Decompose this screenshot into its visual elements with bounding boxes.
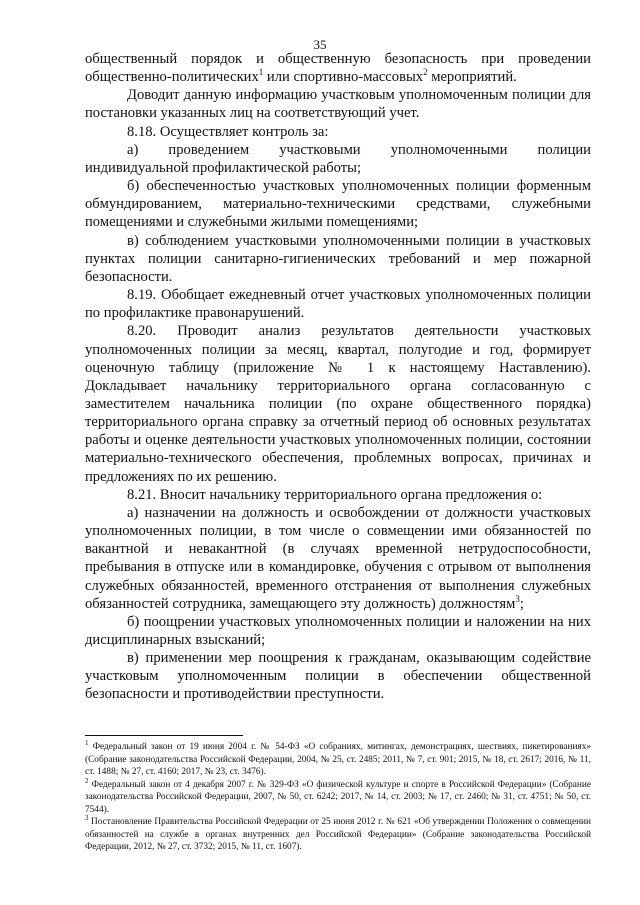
footnote-separator	[85, 735, 243, 736]
text-run: а) назначении на должность и освобождении от должности участковых уполномоченных полиции, в том числе о совмещении ими обязанностей по вакантной и невакантной (в случаях временной нетрудоспособности, пребывания в отпуске или в командировке, обучения с отрывом от выполнения служебных обязанностей, временного отстранения от выполнения служебных обязанностей сотрудника, замещающего эту должность) должностям	[85, 504, 591, 612]
text-run: 8.21. Вносит начальнику территориального органа предложения о:	[127, 486, 543, 503]
footnote-reference: 1	[258, 67, 264, 78]
paragraph	[85, 123, 591, 141]
paragraph	[85, 50, 591, 86]
document-body	[85, 50, 591, 704]
text-run: Доводит данную информацию участковым уполномоченным полиции для постановки указанных лиц на соответствующий учет.	[85, 87, 591, 122]
paragraph	[85, 504, 591, 613]
paragraph	[85, 286, 591, 322]
paragraph	[85, 486, 591, 504]
text-run: а) проведением участковыми уполномоченными полиции индивидуальной профилактической работы;	[85, 141, 591, 176]
footnote-reference: 3	[515, 593, 520, 604]
text-run: в) применении мер поощрения к гражданам, оказывающим содействие участковым уполномоченным полиции в обеспечении общественной безопасности и противодействии преступности.	[85, 650, 591, 703]
footnotes-section	[85, 735, 591, 854]
footnote	[85, 813, 591, 854]
paragraph	[85, 613, 591, 649]
paragraph	[85, 141, 591, 177]
text-run: Федеральный закон от 19 июня 2004 г. № 54-ФЗ «О собраниях, митингах, демонстрациях, шествиях, пикетированиях» (Собрание законодательства Российской Федерации, 2004, № 25, ст. 2485; 2011, № 7, ст. 901; 2015, № 18, ст. 2617; 2016, № 11, ст. 1488; № 27, ст. 4160; 2017, № 23, ст. 3476).	[85, 742, 591, 777]
footnote-reference: 2	[85, 776, 89, 785]
paragraph	[85, 322, 591, 485]
text-run: мероприятий.	[427, 69, 517, 86]
text-run: 8.20. Проводит анализ результатов деятельности участковых уполномоченных полиции за месяц, квартал, полугодие и год, формирует оценочную таблицу (приложение № 1 к настоящему Наставлению). Докладывает начальнику территориального органа согласованную с заместителем начальника полиции (по охране общественного порядка) территориального органа справку за отчетный период об основных результатах работы и оценке деятельности участковых уполномоченных полиции, состоянии материально-технического обеспечения, проблемных вопросах, причинах и предложениях по их решению.	[85, 323, 591, 485]
text-run: или спортивно-массовых	[263, 69, 424, 86]
text-run: 8.18. Осуществляет контроль за:	[127, 123, 329, 140]
text-run: Постановление Правительства Российской Федерации от 25 июня 2012 г. № 621 «Об утверждении Положения о совмещении обязанностей на службе в органах внутренних дел Российской Федерации» (Собрание законодательства Российской Федерации, 2012, № 27, ст. 3732; 2015, № 11, ст. 1607).	[85, 817, 591, 852]
footnote-reference: 1	[85, 738, 89, 747]
footnote	[85, 776, 591, 817]
text-run: в) соблюдением участковыми уполномоченными полиции в участковых пунктах полиции санитарно-гигиенических требований и мер пожарной безопасности.	[85, 232, 591, 285]
text-run: Федеральный закон от 4 декабря 2007 г. № 329-ФЗ «О физической культуре и спорте в Российской Федерации» (Собрание законодательства Российской Федерации, 2007, № 50, ст. 6242; 2017, № 14, ст. 2003; № 17, ст. 2460; № 31, ст. 4751; № 50, ст. 7544).	[85, 779, 591, 815]
text-run: 8.19. Обобщает ежедневный отчет участковых уполномоченных полиции по профилактике правонарушений.	[85, 287, 591, 322]
paragraph	[85, 177, 591, 231]
text-run: общественный порядок и общественную безопасность при проведении общественно-политических	[85, 51, 591, 86]
paragraph	[85, 649, 591, 703]
paragraph	[85, 86, 591, 122]
footnote	[85, 738, 591, 779]
footnote-reference: 3	[85, 813, 89, 822]
page-number: 35	[313, 37, 327, 52]
text-run: б) обеспеченностью участковых уполномоченных полиции форменным обмундированием, материально-техническими средствами, служебными помещениями и служебными жилыми помещениями;	[85, 178, 591, 231]
text-run: б) поощрении участковых уполномоченных полиции и наложении на них дисциплинарных взысканий;	[85, 613, 591, 648]
paragraph	[85, 232, 591, 286]
text-run: ;	[519, 595, 524, 612]
footnote-reference: 2	[423, 67, 428, 78]
footnotes-list	[85, 738, 591, 854]
